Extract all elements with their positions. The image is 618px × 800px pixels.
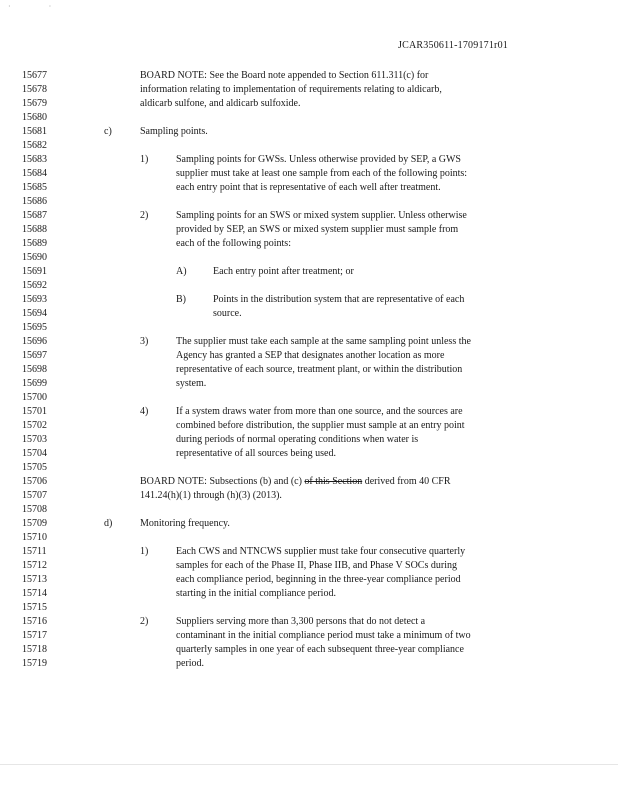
line-text: each compliance period, beginning in the three-year compliance period [176, 574, 461, 585]
line-row [0, 237, 618, 250]
line-number: 15702 [22, 420, 47, 431]
line-row [0, 293, 618, 306]
line-number: 15710 [22, 532, 47, 543]
line-row [0, 167, 618, 180]
line-row [0, 503, 618, 516]
line-number: 15682 [22, 140, 47, 151]
line-row [0, 181, 618, 194]
line-text: information relating to implementation of requirements relating to aldicarb, [140, 84, 442, 95]
line-number: 15696 [22, 336, 47, 347]
line-number: 15698 [22, 364, 47, 375]
line-row [0, 615, 618, 628]
line-row [0, 223, 618, 236]
line-row [0, 573, 618, 586]
line-row [0, 335, 618, 348]
line-number: 15717 [22, 630, 47, 641]
subsection-marker: 1) [140, 154, 149, 165]
board-note-text: BOARD NOTE: Subsections (b) and (c) [140, 476, 305, 487]
line-row [0, 69, 618, 82]
line-row [0, 545, 618, 558]
line-number: 15679 [22, 98, 47, 109]
line-number: 15708 [22, 504, 47, 515]
line-text: Each entry point after treatment; or [213, 266, 354, 277]
struck-text: of this Section [304, 476, 363, 487]
line-text: Suppliers serving more than 3,300 persons that do not detect a [176, 616, 426, 627]
line-number: 15715 [22, 602, 47, 613]
subsection-marker: 3) [140, 336, 149, 347]
line-row [0, 83, 618, 96]
line-number: 15694 [22, 308, 47, 319]
line-row [0, 265, 618, 278]
line-text: provided by SEP, an SWS or mixed system supplier must sample from [176, 224, 459, 235]
line-number: 15719 [22, 658, 47, 669]
subsection-marker: c) [104, 126, 112, 137]
page-bottom-edge [0, 764, 618, 765]
line-row [0, 279, 618, 292]
line-number: 15712 [22, 560, 47, 571]
line-row [0, 531, 618, 544]
line-row [0, 419, 618, 432]
line-text: each entry point that is representative of each well after treatment. [176, 182, 441, 193]
line-number: 15716 [22, 616, 47, 627]
line-number: 15687 [22, 210, 47, 221]
line-row [0, 601, 618, 614]
line-number: 15680 [22, 112, 47, 123]
line-number: 15713 [22, 574, 47, 585]
line-text: contaminant in the initial compliance period must take a minimum of two [176, 630, 471, 641]
line-number: 15711 [22, 546, 47, 557]
scan-artifact-dots: · · [8, 2, 70, 11]
subsection-marker: 1) [140, 546, 149, 557]
line-text: each of the following points: [176, 238, 291, 249]
line-text: representative of all sources being used. [176, 448, 336, 459]
line-text: source. [213, 308, 242, 319]
line-row [0, 377, 618, 390]
document-id: JCAR350611-1709171r01 [398, 40, 508, 51]
line-text: quarterly samples in one year of each subsequent three-year compliance [176, 644, 464, 655]
line-row [0, 475, 618, 488]
line-number: 15688 [22, 224, 47, 235]
line-text: Each CWS and NTNCWS supplier must take four consecutive quarterly [176, 546, 466, 557]
line-number: 15704 [22, 448, 47, 459]
line-row [0, 489, 618, 502]
line-number: 15705 [22, 462, 47, 473]
line-number: 15689 [22, 238, 47, 249]
line-text: during periods of normal operating conditions when water is [176, 434, 419, 445]
line-row [0, 433, 618, 446]
line-number: 15701 [22, 406, 47, 417]
line-number: 15678 [22, 84, 47, 95]
line-row [0, 251, 618, 264]
line-number: 15695 [22, 322, 47, 333]
line-number: 15697 [22, 350, 47, 361]
line-row [0, 447, 618, 460]
line-row [0, 349, 618, 362]
line-text: combined before distribution, the supplier must sample at an entry point [176, 420, 465, 431]
line-text: If a system draws water from more than one source, and the sources are [176, 406, 463, 417]
line-text: aldicarb sulfone, and aldicarb sulfoxide. [140, 98, 301, 109]
line-row [0, 321, 618, 334]
line-number: 15699 [22, 378, 47, 389]
line-row [0, 587, 618, 600]
line-number: 15683 [22, 154, 47, 165]
line-text: Agency has granted a SEP that designates another location as more [176, 350, 445, 361]
line-number: 15690 [22, 252, 47, 263]
line-text: supplier must take at least one sample from each of the following points: [176, 168, 468, 179]
line-row [0, 517, 618, 530]
line-text: Sampling points. [140, 126, 208, 137]
line-number: 15706 [22, 476, 47, 487]
line-text: The supplier must take each sample at the same sampling point unless the [176, 336, 471, 347]
line-number: 15684 [22, 168, 47, 179]
board-note-text-cont: derived from 40 CFR [362, 476, 451, 487]
line-number: 15714 [22, 588, 47, 599]
line-row [0, 125, 618, 138]
line-number: 15700 [22, 392, 47, 403]
line-text: system. [176, 378, 207, 389]
line-row [0, 153, 618, 166]
line-number: 15693 [22, 294, 47, 305]
line-row [0, 559, 618, 572]
line-row [0, 405, 618, 418]
line-number: 15707 [22, 490, 47, 501]
line-text: samples for each of the Phase II, Phase IIB, and Phase V SOCs during [176, 560, 457, 571]
subsection-marker: 2) [140, 210, 149, 221]
subsection-marker: d) [104, 518, 113, 529]
line-number: 15709 [22, 518, 47, 529]
line-row [0, 307, 618, 320]
line-row [0, 461, 618, 474]
line-number: 15685 [22, 182, 47, 193]
line-row [0, 643, 618, 656]
line-row [0, 363, 618, 376]
line-number: 15681 [22, 126, 47, 137]
line-text: period. [176, 658, 205, 669]
line-row [0, 209, 618, 222]
line-number: 15703 [22, 434, 47, 445]
subsection-marker: A) [176, 266, 187, 277]
line-number: 15691 [22, 266, 47, 277]
subsection-marker: B) [176, 294, 186, 305]
subsection-marker: 4) [140, 406, 149, 417]
line-number: 15677 [22, 70, 47, 81]
line-text: Sampling points for GWSs. Unless otherwise provided by SEP, a GWS [176, 154, 461, 165]
line-text: BOARD NOTE: See the Board note appended to Section 611.311(c) for [140, 70, 429, 81]
line-row [0, 629, 618, 642]
line-text: starting in the initial compliance period. [176, 588, 336, 599]
line-row [0, 391, 618, 404]
line-row [0, 195, 618, 208]
line-number: 15692 [22, 280, 47, 291]
line-number: 15686 [22, 196, 47, 207]
line-row [0, 139, 618, 152]
line-text: Monitoring frequency. [140, 518, 230, 529]
line-text: representative of each source, treatment plant, or within the distribution [176, 364, 463, 375]
line-row [0, 111, 618, 124]
line-text: Sampling points for an SWS or mixed system supplier. Unless otherwise [176, 210, 467, 221]
line-row [0, 657, 618, 670]
line-text [140, 475, 451, 488]
line-text: 141.24(h)(1) through (h)(3) (2013). [140, 490, 282, 501]
subsection-marker: 2) [140, 616, 149, 627]
line-row [0, 97, 618, 110]
line-number: 15718 [22, 644, 47, 655]
line-text: Points in the distribution system that are representative of each [213, 294, 465, 305]
